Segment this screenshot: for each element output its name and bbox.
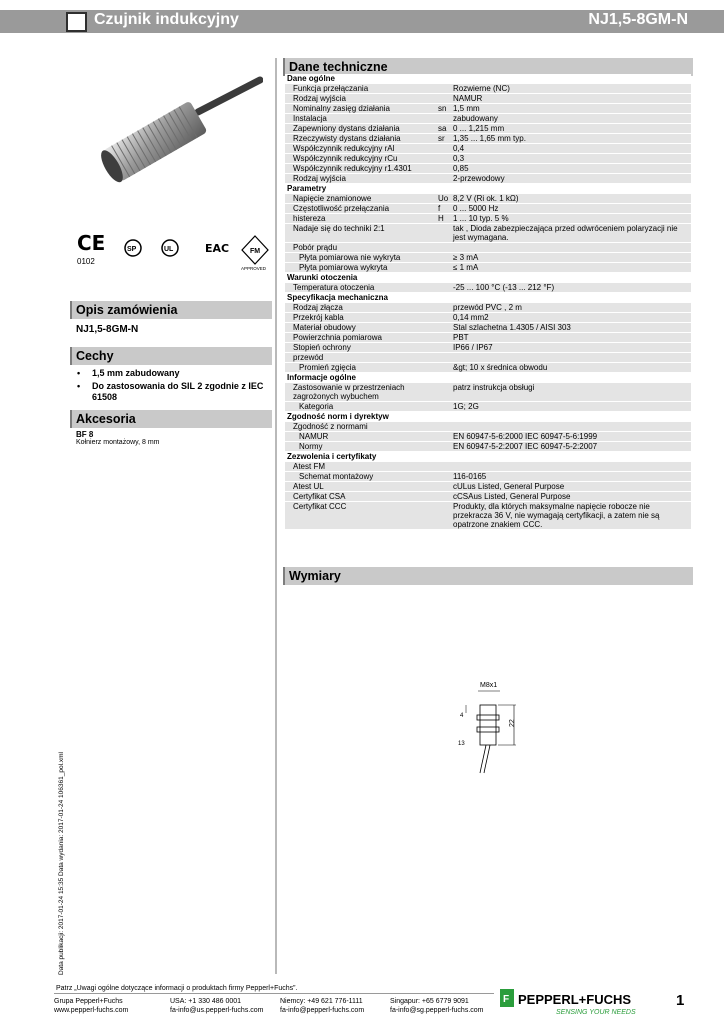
brand-slogan: SENSING YOUR NEEDS bbox=[556, 1009, 636, 1016]
spec-symbol bbox=[436, 164, 451, 174]
accessory-desc: Kołnierz montażowy, 8 mm bbox=[76, 439, 160, 446]
order-code: NJ1,5-8GM-N bbox=[76, 324, 139, 335]
spec-value: przewód PVC , 2 m bbox=[451, 303, 691, 313]
spec-value: EN 60947-5-6:2000 IEC 60947-5-6:1999 bbox=[451, 432, 691, 442]
spec-group-header bbox=[285, 412, 691, 422]
spec-label: Zgodność norm i dyrektyw bbox=[285, 412, 691, 422]
spec-value: tak , Dioda zabezpieczająca przed odwróceniem polaryzacji nie jest wymagana. bbox=[451, 224, 691, 243]
spec-symbol bbox=[436, 84, 451, 94]
spec-value: zabudowany bbox=[451, 114, 691, 124]
spec-row bbox=[285, 134, 691, 144]
fm-sub: APPROVED bbox=[241, 266, 267, 270]
spec-value: NAMUR bbox=[451, 94, 691, 104]
spec-row bbox=[285, 492, 691, 502]
features-list bbox=[76, 368, 272, 405]
spec-label: Funkcja przełączania bbox=[285, 84, 436, 94]
footer-company: Grupa Pepperl+Fuchs www.pepperl-fuchs.com bbox=[54, 998, 129, 1014]
footer-de-mail[interactable]: fa-info@pepperl-fuchs.com bbox=[280, 1007, 365, 1014]
spec-label: Powierzchnia pomiarowa bbox=[285, 333, 436, 343]
spec-label: Zapewniony dystans działania bbox=[285, 124, 436, 134]
spec-value bbox=[451, 462, 691, 472]
spec-row bbox=[285, 353, 691, 363]
spec-label: Schemat montażowy bbox=[285, 472, 436, 482]
spec-row bbox=[285, 313, 691, 323]
header-bar bbox=[0, 10, 724, 33]
spec-row bbox=[285, 283, 691, 293]
spec-label: Współczynnik redukcyjny r1.4301 bbox=[285, 164, 436, 174]
footer-divider bbox=[54, 993, 494, 994]
spec-label: Atest UL bbox=[285, 482, 436, 492]
spec-row bbox=[285, 104, 691, 114]
spec-symbol bbox=[436, 333, 451, 343]
fm-approved-icon bbox=[241, 236, 268, 270]
spec-symbol bbox=[436, 263, 451, 273]
publication-date: Data publikacji: 2017-01-24 15:35 Data wydania: 2017-01-24 106361_pol.xml bbox=[58, 752, 65, 975]
spec-label: Promień zgięcia bbox=[285, 363, 436, 373]
spec-label: Informacje ogólne bbox=[285, 373, 691, 383]
column-divider bbox=[275, 58, 277, 974]
spec-row bbox=[285, 502, 691, 530]
spec-value: ≥ 3 mA bbox=[451, 253, 691, 263]
spec-row bbox=[285, 343, 691, 353]
spec-symbol bbox=[436, 243, 451, 253]
spec-value: -25 ... 100 °C (-13 ... 212 °F) bbox=[451, 283, 691, 293]
order-section-title: Opis zamówienia bbox=[70, 301, 272, 319]
spec-symbol bbox=[436, 253, 451, 263]
spec-row bbox=[285, 462, 691, 472]
spec-label: Częstotliwość przełączania bbox=[285, 204, 436, 214]
spec-symbol bbox=[436, 283, 451, 293]
spec-row bbox=[285, 224, 691, 243]
spec-value: Rozwierne (NC) bbox=[451, 84, 691, 94]
spec-label: Płyta pomiarowa wykryta bbox=[285, 263, 436, 273]
footer-usa: USA: +1 330 486 0001 fa-info@us.pepperl-fuchs.com bbox=[170, 998, 264, 1014]
spec-value: cCSAus Listed, General Purpose bbox=[451, 492, 691, 502]
feature-item: • Do zastosowania do SIL 2 zgodnie z IEC 61508 bbox=[76, 381, 272, 403]
spec-row bbox=[285, 94, 691, 104]
spec-symbol bbox=[436, 353, 451, 363]
spec-label: Specyfikacja mechaniczna bbox=[285, 293, 691, 303]
spec-row bbox=[285, 174, 691, 184]
spec-symbol bbox=[436, 114, 451, 124]
spec-symbol bbox=[436, 323, 451, 333]
svg-text:CE: CE bbox=[77, 231, 106, 255]
spec-symbol: sn bbox=[436, 104, 451, 114]
features-section-title: Cechy bbox=[70, 347, 272, 365]
spec-value: 0,14 mm2 bbox=[451, 313, 691, 323]
spec-value: 0 ... 5000 Hz bbox=[451, 204, 691, 214]
spec-symbol bbox=[436, 154, 451, 164]
spec-label: Nominalny zasięg działania bbox=[285, 104, 436, 114]
spec-row bbox=[285, 204, 691, 214]
spec-symbol bbox=[436, 343, 451, 353]
spec-symbol bbox=[436, 472, 451, 482]
product-image bbox=[88, 52, 263, 202]
spec-symbol: sr bbox=[436, 134, 451, 144]
spec-row bbox=[285, 482, 691, 492]
spec-symbol bbox=[436, 94, 451, 104]
spec-value: EN 60947-5-2:2007 IEC 60947-5-2:2007 bbox=[451, 442, 691, 452]
spec-symbol bbox=[436, 144, 451, 154]
certification-logos bbox=[75, 230, 275, 270]
spec-value: &gt; 10 x średnica obwodu bbox=[451, 363, 691, 373]
ce-number: 0102 bbox=[77, 257, 95, 266]
spec-row bbox=[285, 124, 691, 134]
spec-value: IP66 / IP67 bbox=[451, 343, 691, 353]
spec-row bbox=[285, 114, 691, 124]
spec-label: Przekrój kabla bbox=[285, 313, 436, 323]
spec-row bbox=[285, 363, 691, 373]
spec-label: przewód bbox=[285, 353, 436, 363]
spec-symbol bbox=[436, 303, 451, 313]
spec-row bbox=[285, 253, 691, 263]
spec-row bbox=[285, 243, 691, 253]
spec-label: Certyfikat CSA bbox=[285, 492, 436, 502]
spec-value: patrz instrukcja obsługi bbox=[451, 383, 691, 402]
spec-label: Współczynnik redukcyjny rCu bbox=[285, 154, 436, 164]
spec-value: 1G; 2G bbox=[451, 402, 691, 412]
spec-value: ≤ 1 mA bbox=[451, 263, 691, 273]
spec-label: Rodzaj wyjścia bbox=[285, 174, 436, 184]
dim-thread: M8x1 bbox=[480, 682, 498, 689]
svg-text:SP: SP bbox=[127, 246, 137, 253]
spec-row bbox=[285, 194, 691, 204]
spec-value: 0,85 bbox=[451, 164, 691, 174]
spec-row bbox=[285, 472, 691, 482]
ul-icon bbox=[162, 240, 178, 256]
svg-text:F: F bbox=[503, 994, 510, 1005]
spec-label: NAMUR bbox=[285, 432, 436, 442]
spec-label: Płyta pomiarowa nie wykryta bbox=[285, 253, 436, 263]
spec-label: Rzeczywisty dystans działania bbox=[285, 134, 436, 144]
spec-label: Stopień ochrony bbox=[285, 343, 436, 353]
spec-label: Atest FM bbox=[285, 462, 436, 472]
spec-label: Normy bbox=[285, 442, 436, 452]
spec-row bbox=[285, 442, 691, 452]
spec-symbol bbox=[436, 432, 451, 442]
spec-label: Parametry bbox=[285, 184, 691, 194]
svg-text:UL: UL bbox=[164, 246, 174, 253]
spec-symbol bbox=[436, 442, 451, 452]
spec-label: Rodzaj złącza bbox=[285, 303, 436, 313]
spec-label: Kategoria bbox=[285, 402, 436, 412]
dim-d: 4 bbox=[460, 713, 464, 719]
spec-label: Materiał obudowy bbox=[285, 323, 436, 333]
spec-row bbox=[285, 422, 691, 432]
dim-cable: 13 bbox=[458, 741, 465, 747]
spec-label: Instalacja bbox=[285, 114, 436, 124]
spec-label: Temperatura otoczenia bbox=[285, 283, 436, 293]
header-square bbox=[66, 12, 87, 32]
feature-item: • 1,5 mm zabudowany bbox=[76, 368, 272, 379]
accessories-section-title: Akcesoria bbox=[70, 410, 272, 428]
spec-value: 1,5 mm bbox=[451, 104, 691, 114]
spec-row bbox=[285, 154, 691, 164]
spec-row bbox=[285, 333, 691, 343]
footer-sg-mail[interactable]: fa-info@sg.pepperl-fuchs.com bbox=[390, 1007, 484, 1014]
spec-symbol bbox=[436, 492, 451, 502]
spec-value: 116-0165 bbox=[451, 472, 691, 482]
eac-icon: EAC bbox=[205, 242, 230, 255]
spec-value: 8,2 V (Ri ok. 1 kΩ) bbox=[451, 194, 691, 204]
spec-symbol: Uo bbox=[436, 194, 451, 204]
footer-germany: Niemcy: +49 621 776-1111 fa-info@pepperl-fuchs.com bbox=[280, 998, 365, 1014]
spec-row bbox=[285, 303, 691, 313]
spec-symbol bbox=[436, 383, 451, 402]
spec-symbol: f bbox=[436, 204, 451, 214]
spec-label: Zastosowanie w przestrzeniach zagrożonych wybuchem bbox=[285, 383, 436, 402]
spec-value: 0,4 bbox=[451, 144, 691, 154]
spec-value bbox=[451, 243, 691, 253]
technical-section-title: Dane techniczne bbox=[283, 58, 693, 76]
footer-usa-mail[interactable]: fa-info@us.pepperl-fuchs.com bbox=[170, 1007, 264, 1014]
spec-group-header bbox=[285, 373, 691, 383]
spec-value: Produkty, dla których maksymalne napięcie robocze nie przekracza 36 V, nie wymagają certyfikacji, a zatem nie są opatrzone znakiem CCC. bbox=[451, 502, 691, 530]
model-number: NJ1,5-8GM-N bbox=[588, 11, 688, 28]
spec-label: Zgodność z normami bbox=[285, 422, 436, 432]
spec-symbol bbox=[436, 462, 451, 472]
spec-symbol bbox=[436, 174, 451, 184]
dimension-drawing bbox=[440, 675, 530, 775]
page-number: 1 bbox=[676, 992, 685, 1009]
spec-row bbox=[285, 323, 691, 333]
footer-note: Patrz „Uwagi ogólne dotyczące informacji o produktach firmy Pepperl+Fuchs”. bbox=[56, 985, 298, 992]
spec-row bbox=[285, 164, 691, 174]
spec-row bbox=[285, 263, 691, 273]
spec-value: cULus Listed, General Purpose bbox=[451, 482, 691, 492]
spec-symbol bbox=[436, 313, 451, 323]
spec-symbol: H bbox=[436, 214, 451, 224]
spec-row bbox=[285, 144, 691, 154]
spec-label: Zezwolenia i certyfikaty bbox=[285, 452, 691, 462]
spec-value: 1,35 ... 1,65 mm typ. bbox=[451, 134, 691, 144]
spec-table bbox=[285, 74, 691, 530]
footer-web-link[interactable]: www.pepperl-fuchs.com bbox=[54, 1007, 129, 1014]
spec-value: Stal szlachetna 1.4305 / AISI 303 bbox=[451, 323, 691, 333]
spec-symbol: sa bbox=[436, 124, 451, 134]
spec-label: histereza bbox=[285, 214, 436, 224]
spec-value: PBT bbox=[451, 333, 691, 343]
page-title: Czujnik indukcyjny bbox=[94, 11, 239, 28]
spec-symbol bbox=[436, 482, 451, 492]
spec-label: Warunki otoczenia bbox=[285, 273, 691, 283]
spec-row bbox=[285, 402, 691, 412]
spec-group-header bbox=[285, 293, 691, 303]
spec-row bbox=[285, 432, 691, 442]
dimensions-section-title: Wymiary bbox=[283, 567, 693, 585]
spec-label: Współczynnik redukcyjny rAl bbox=[285, 144, 436, 154]
spec-row bbox=[285, 214, 691, 224]
spec-group-header bbox=[285, 184, 691, 194]
spec-label: Nadaje się do techniki 2:1 bbox=[285, 224, 436, 243]
csa-icon bbox=[125, 240, 141, 256]
spec-value bbox=[451, 353, 691, 363]
spec-group-header bbox=[285, 273, 691, 283]
dim-length: 22 bbox=[509, 719, 516, 727]
spec-row bbox=[285, 383, 691, 402]
accessory-name: BF 8 bbox=[76, 430, 94, 439]
svg-text:PEPPERL+FUCHS: PEPPERL+FUCHS bbox=[518, 992, 632, 1007]
spec-symbol bbox=[436, 422, 451, 432]
spec-symbol bbox=[436, 224, 451, 243]
spec-value: 0 ... 1,215 mm bbox=[451, 124, 691, 134]
spec-label: Rodzaj wyjścia bbox=[285, 94, 436, 104]
spec-value: 2-przewodowy bbox=[451, 174, 691, 184]
spec-label: Certyfikat CCC bbox=[285, 502, 436, 530]
spec-value: 1 ... 10 typ. 5 % bbox=[451, 214, 691, 224]
spec-label: Dane ogólne bbox=[285, 74, 691, 84]
spec-row bbox=[285, 84, 691, 94]
fm-label: FM bbox=[250, 248, 261, 255]
ce-mark-icon bbox=[77, 231, 105, 266]
spec-value: 0,3 bbox=[451, 154, 691, 164]
spec-symbol bbox=[436, 502, 451, 530]
spec-value bbox=[451, 422, 691, 432]
spec-label: Napięcie znamionowe bbox=[285, 194, 436, 204]
spec-group-header bbox=[285, 74, 691, 84]
spec-label: Pobór prądu bbox=[285, 243, 436, 253]
footer-singapore: Singapur: +65 6779 9091 fa-info@sg.pepperl-fuchs.com bbox=[390, 998, 484, 1014]
spec-symbol bbox=[436, 363, 451, 373]
pepperl-fuchs-logo bbox=[500, 988, 670, 1016]
spec-symbol bbox=[436, 402, 451, 412]
spec-group-header bbox=[285, 452, 691, 462]
